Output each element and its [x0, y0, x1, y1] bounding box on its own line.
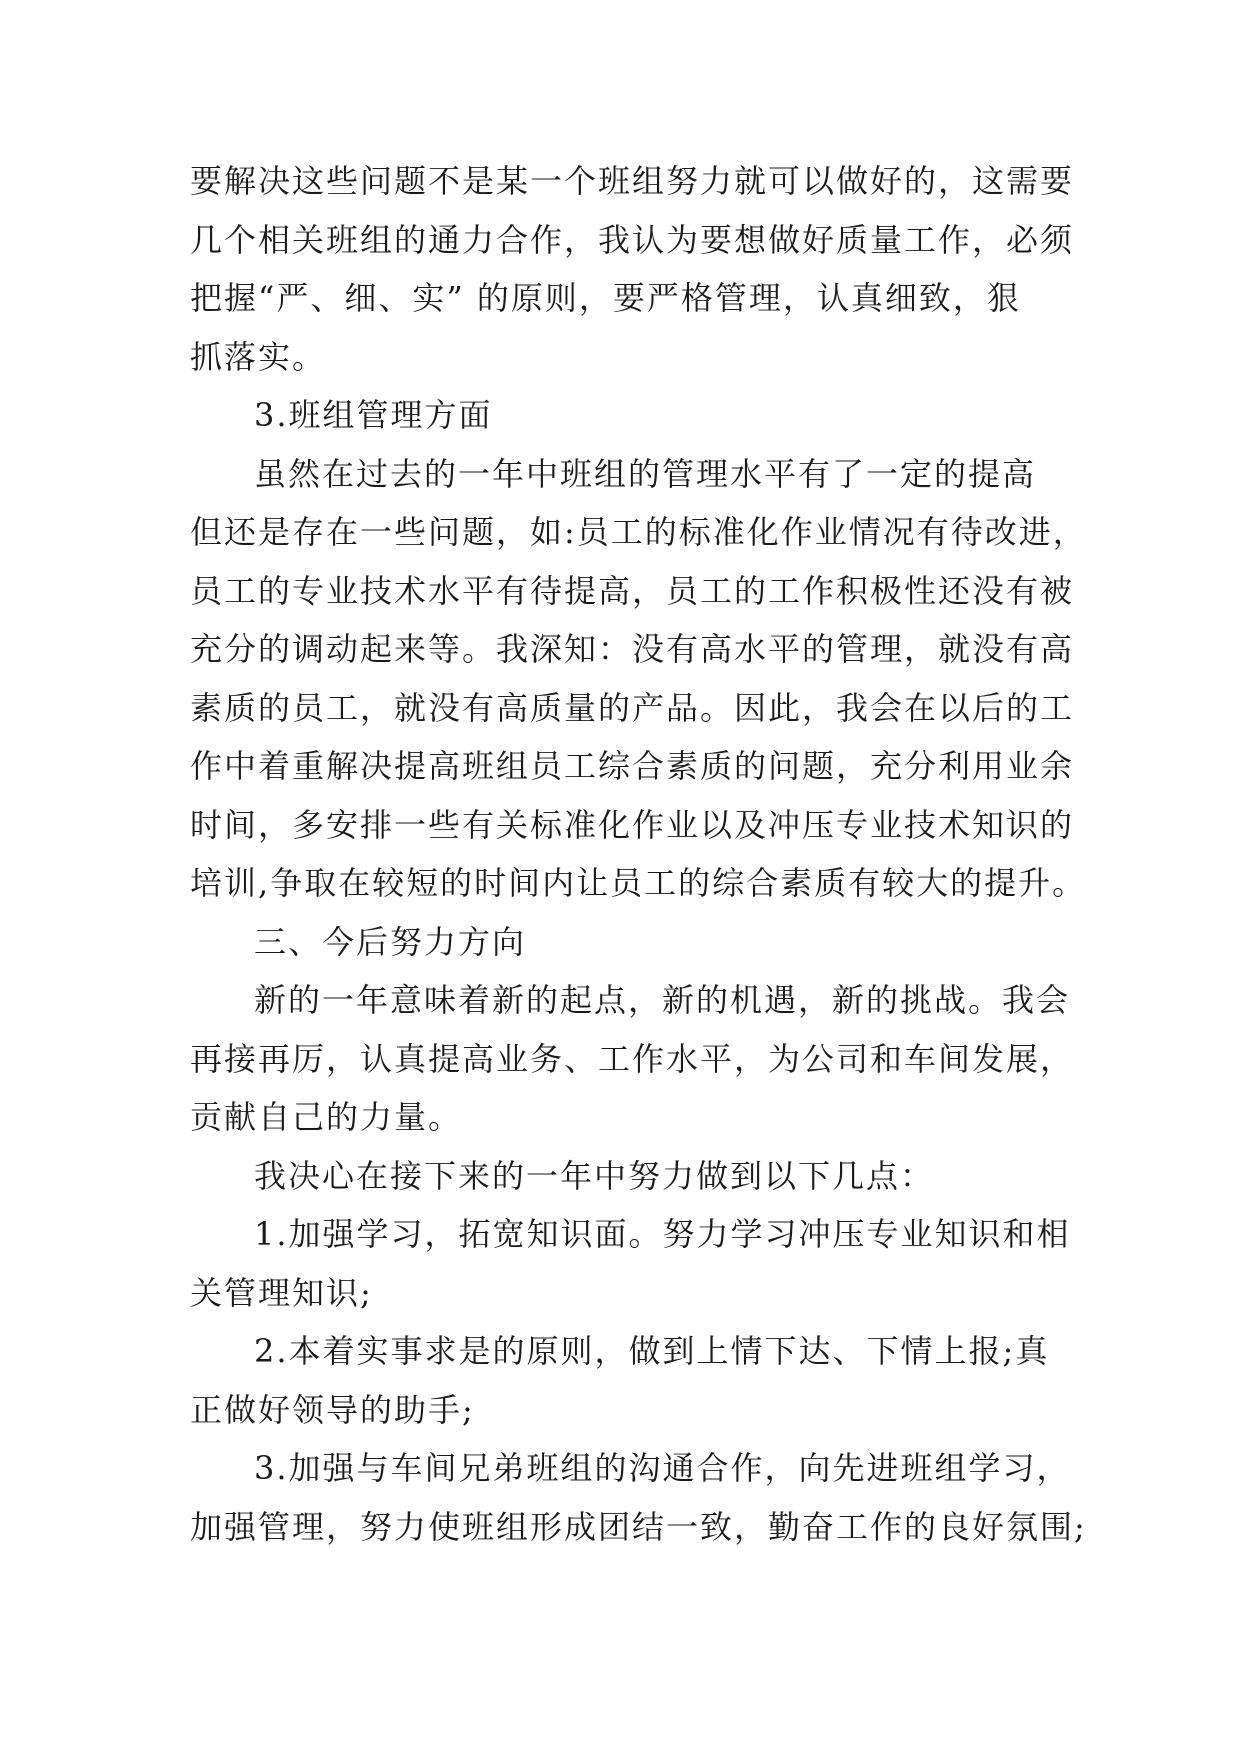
text-line: 贡献自己的力量。	[190, 1098, 463, 1136]
text-line: 再接再厉，认真提高业务、工作水平，为公司和车间发展，	[190, 1039, 1075, 1078]
section-heading-team-management	[190, 386, 1052, 445]
text-line: 2.本着实事求是的原则，做到上情下达、下情上报;真	[254, 1332, 1050, 1370]
text-line: 新的一年意味着新的起点，新的机遇，新的挑战。我会	[254, 981, 1071, 1019]
text-line: 正做好领导的助手;	[190, 1390, 475, 1429]
paragraph-resolution-intro	[190, 1147, 1052, 1206]
heading-text: 三、今后努力方向	[254, 922, 527, 961]
text-line: 但还是存在一些问题，如:员工的标准化作业情况有待改进，	[190, 513, 1087, 551]
text-line: 虽然在过去的一年中班组的管理水平有了一定的提高	[254, 454, 1037, 493]
list-item-3	[190, 1439, 1087, 1556]
paragraph-quality-principle	[190, 152, 1075, 386]
text-line: 把握“严、细、实” 的原则，要严格管理，认真细致，狠	[190, 279, 1021, 317]
text-line: 员工的专业技术水平有待提高，员工的工作积极性还没有被	[190, 571, 1075, 610]
text-line: 抓落实。	[190, 337, 327, 376]
text-line: 作中着重解决提高班组员工综合素质的问题，充分利用业余	[190, 747, 1075, 785]
paragraph-new-year	[190, 971, 1075, 1147]
paragraph-team-management	[190, 445, 1087, 913]
section-heading-future-direction	[190, 913, 1052, 972]
text-line: 充分的调动起来等。我深知：没有高水平的管理，就没有高	[190, 630, 1075, 668]
text-line: 我决心在接下来的一年中努力做到以下几点：	[254, 1156, 935, 1195]
list-item-1	[190, 1205, 1071, 1322]
text-line: 要解决这些问题不是某一个班组努力就可以做好的，这需要	[190, 162, 1075, 200]
text-line: 素质的员工，就没有高质量的产品。因此，我会在以后的工	[190, 688, 1075, 727]
text-line: 几个相关班组的通力合作，我认为要想做好质量工作，必须	[190, 220, 1075, 259]
heading-text: 3.班组管理方面	[254, 396, 493, 434]
text-line: 关管理知识;	[190, 1273, 373, 1312]
text-line: 培训,争取在较短的时间内让员工的综合素质有较大的提升。	[190, 864, 1087, 902]
text-line: 时间，多安排一些有关标准化作业以及冲压专业技术知识的	[190, 805, 1075, 844]
text-line: 加强管理，努力使班组形成团结一致，勤奋工作的良好氛围;	[190, 1507, 1087, 1546]
list-item-2	[190, 1322, 1052, 1439]
text-line: 1.加强学习，拓宽知识面。努力学习冲压专业知识和相	[254, 1215, 1071, 1253]
document-body	[190, 152, 1087, 1556]
text-line: 3.加强与车间兄弟班组的沟通合作，向先进班组学习，	[254, 1449, 1071, 1487]
